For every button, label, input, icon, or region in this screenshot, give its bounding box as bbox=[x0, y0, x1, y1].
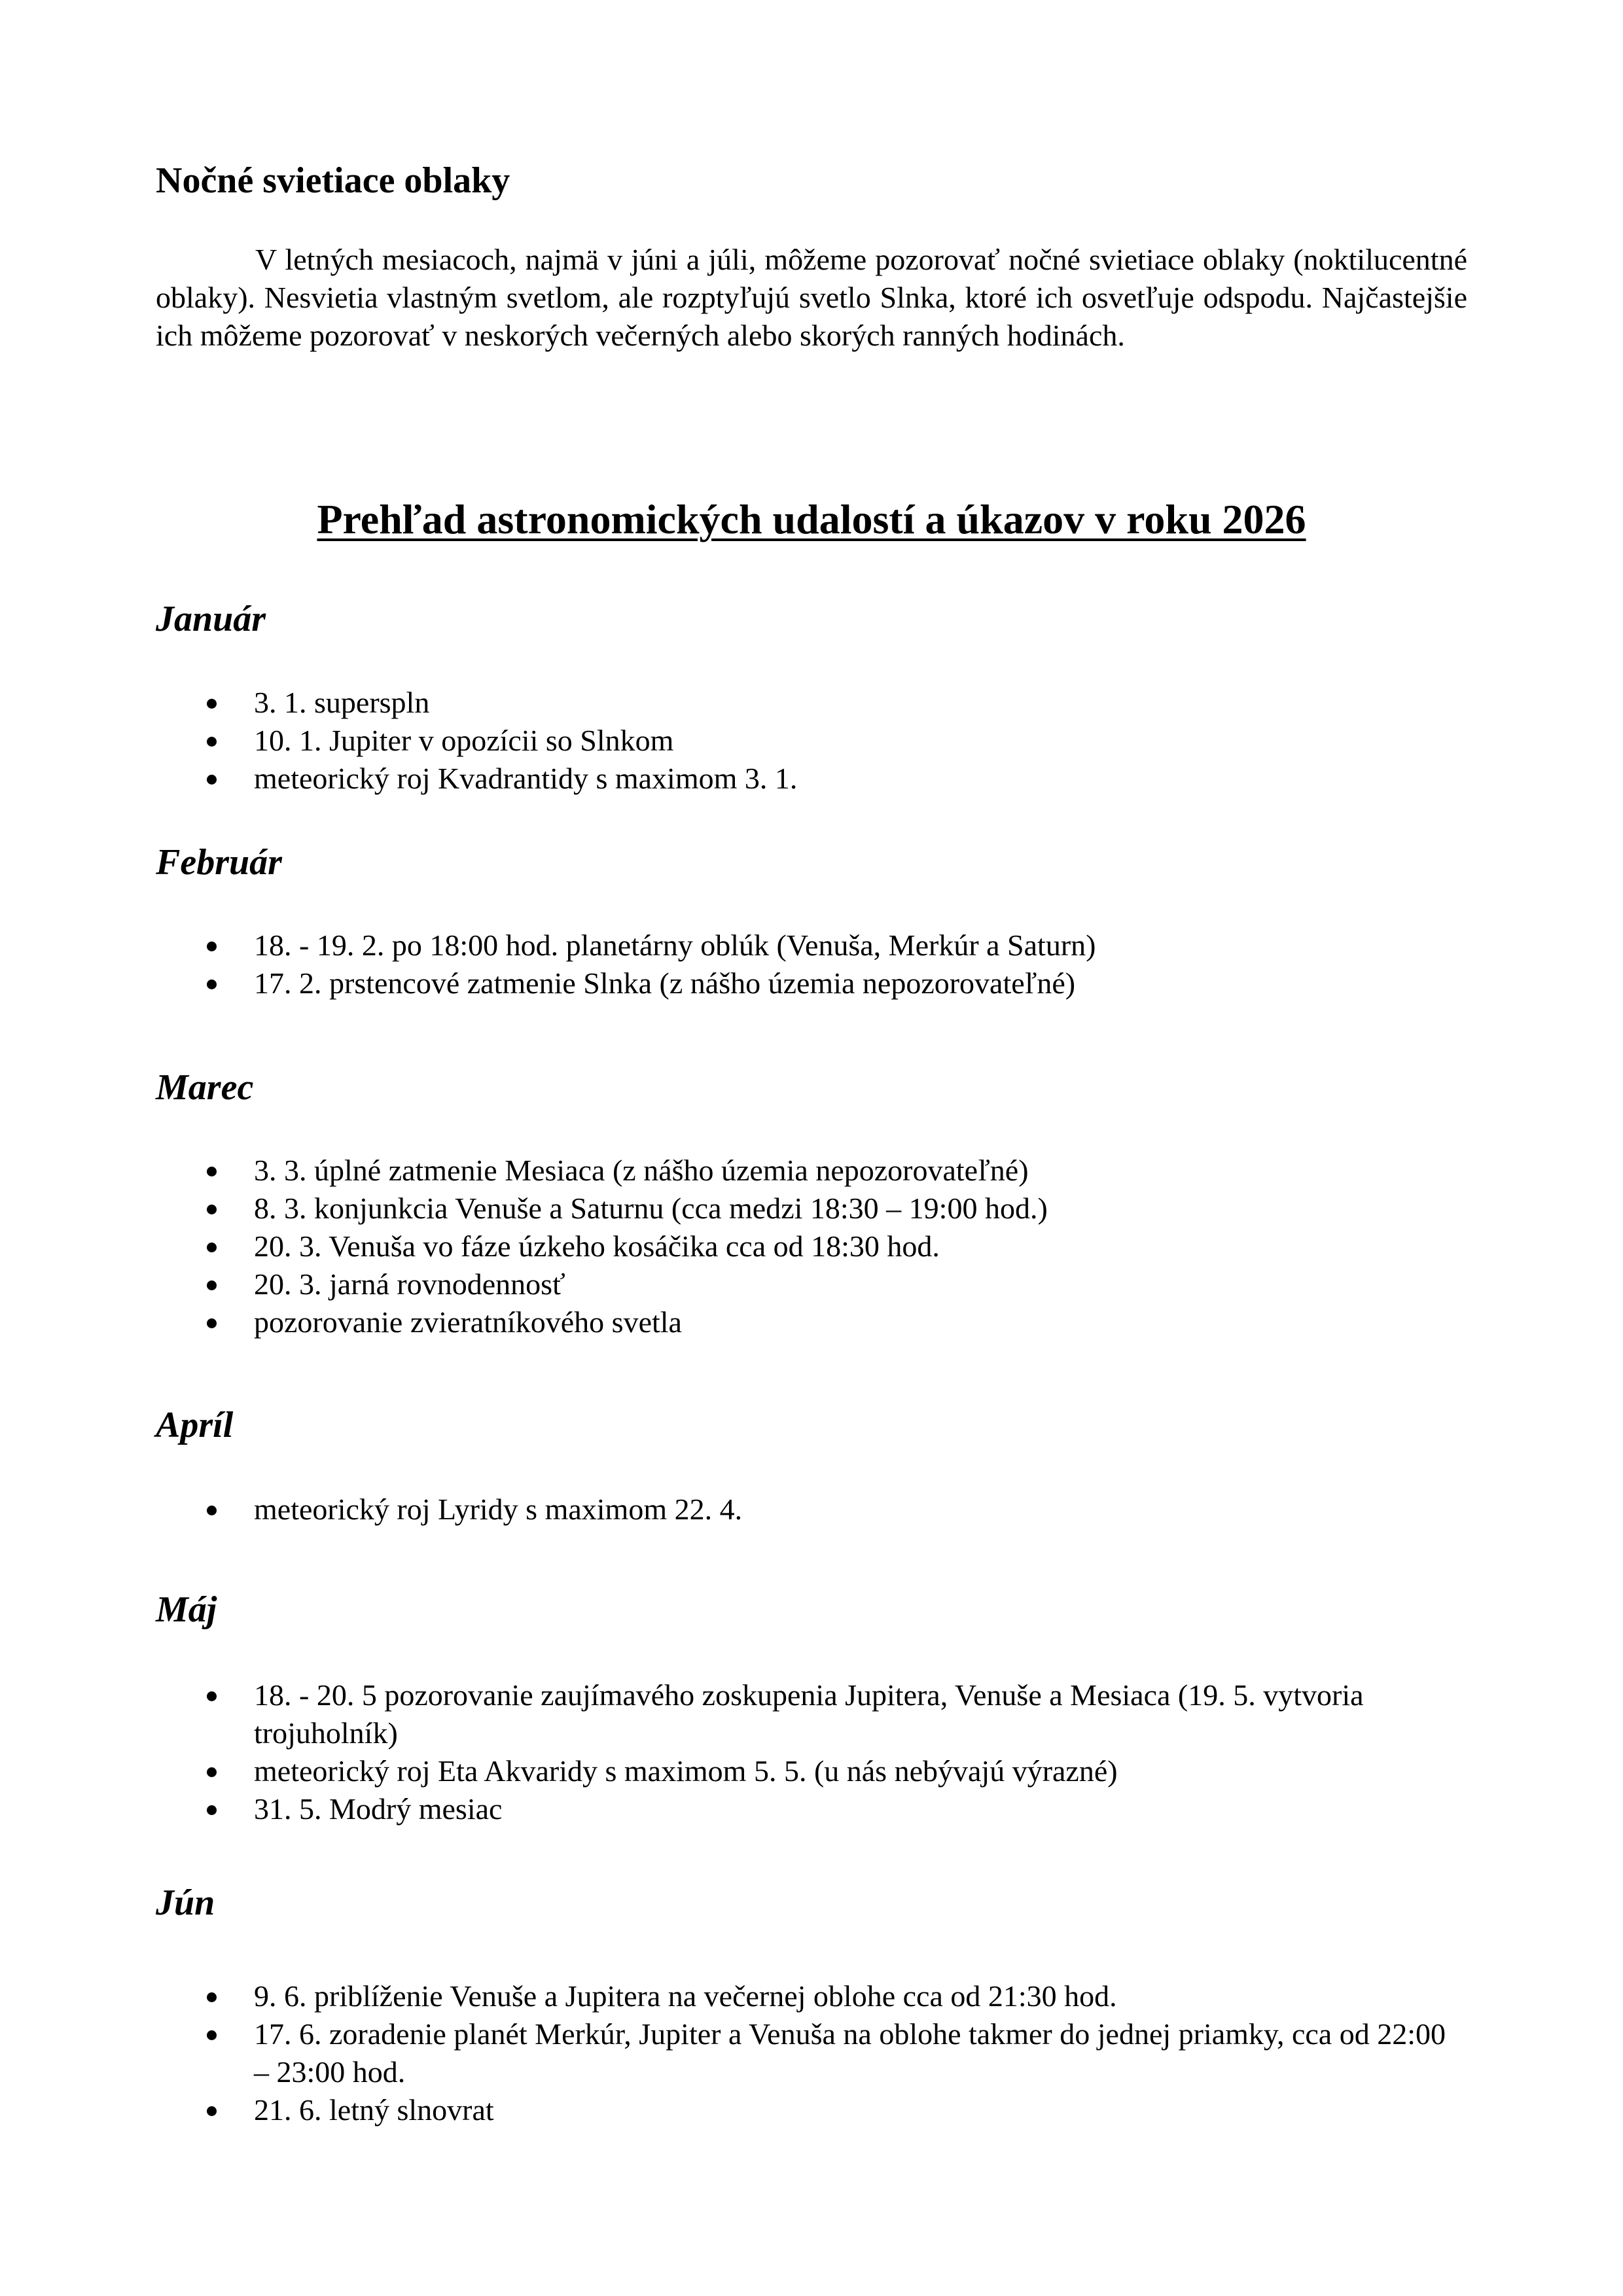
bullet-icon bbox=[207, 1280, 217, 1290]
bullet-icon bbox=[207, 942, 217, 951]
list-item bbox=[156, 2091, 1467, 2129]
bullet-icon bbox=[207, 980, 217, 989]
bullet-icon bbox=[207, 1318, 217, 1328]
event-text: 21. 6. letný slnovrat bbox=[254, 2093, 494, 2127]
event-text: pozorovanie zvieratníkového svetla bbox=[254, 1305, 682, 1339]
bullet-icon bbox=[207, 1167, 217, 1176]
event-list-april bbox=[156, 1491, 1467, 1528]
month-heading-maj: Máj bbox=[156, 1589, 217, 1630]
intro-paragraph: V letných mesiacoch, najmä v júni a júli, môžeme pozorovať nočné svietiace oblaky (noktilucentné oblaky). Nesvietia vlastným svetlom, ale rozptyľujú svetlo Slnka, ktoré ich osvetľuje odspodu. Najčastejšie ich môžeme pozorovať v neskorých večerných alebo skorých ranných hodinách. bbox=[156, 243, 1467, 352]
event-list-jun bbox=[156, 1977, 1467, 2129]
event-text: 3. 3. úplné zatmenie Mesiaca (z nášho územia nepozorovateľné) bbox=[254, 1154, 1029, 1187]
list-item bbox=[156, 684, 1467, 722]
bullet-icon bbox=[207, 1767, 217, 1777]
event-list-marec bbox=[156, 1152, 1467, 1341]
event-text: meteorický roj Lyridy s maximom 22. 4. bbox=[254, 1492, 743, 1526]
event-text: 20. 3. Venuša vo fáze úzkeho kosáčika cca od 18:30 hod. bbox=[254, 1229, 940, 1263]
bullet-icon bbox=[207, 1243, 217, 1252]
list-item bbox=[156, 1752, 1467, 1790]
month-heading-april: Apríl bbox=[156, 1405, 234, 1445]
list-item bbox=[156, 964, 1467, 1002]
month-heading-jun: Jún bbox=[156, 1882, 215, 1923]
list-item bbox=[156, 2015, 1467, 2091]
bullet-icon bbox=[207, 1691, 217, 1701]
event-text: 20. 3. jarná rovnodennosť bbox=[254, 1267, 565, 1301]
list-item bbox=[156, 1676, 1467, 1752]
bullet-icon bbox=[207, 699, 217, 709]
list-item bbox=[156, 722, 1467, 760]
month-heading-februar: Február bbox=[156, 842, 282, 883]
event-text: 17. 6. zoradenie planét Merkúr, Jupiter a Venuša na oblohe takmer do jednej priamky, cca od 22:00 – 23:00 hod. bbox=[254, 2017, 1446, 2089]
list-item bbox=[156, 927, 1467, 964]
bullet-icon bbox=[207, 1992, 217, 2002]
list-item bbox=[156, 1265, 1467, 1303]
event-text: 31. 5. Modrý mesiac bbox=[254, 1792, 503, 1826]
bullet-icon bbox=[207, 1805, 217, 1815]
event-text: 8. 3. konjunkcia Venuše a Saturnu (cca medzi 18:30 – 19:00 hod.) bbox=[254, 1192, 1048, 1225]
event-text: 18. - 20. 5 pozorovanie zaujímavého zoskupenia Jupitera, Venuše a Mesiaca (19. 5. vytvoria trojuholník) bbox=[254, 1678, 1364, 1750]
list-item bbox=[156, 1790, 1467, 1828]
main-title: Prehľad astronomických udalostí a úkazov v roku 2026 bbox=[317, 496, 1306, 542]
list-item bbox=[156, 1227, 1467, 1265]
month-heading-januar: Január bbox=[156, 599, 266, 639]
event-text: meteorický roj Eta Akvaridy s maximom 5. 5. (u nás nebývajú výrazné) bbox=[254, 1754, 1118, 1788]
event-list-februar bbox=[156, 927, 1467, 1002]
event-text: 3. 1. superspln bbox=[254, 686, 430, 719]
list-item bbox=[156, 1491, 1467, 1528]
month-heading-marec: Marec bbox=[156, 1067, 254, 1108]
bullet-icon bbox=[207, 2106, 217, 2116]
bullet-icon bbox=[207, 2030, 217, 2040]
event-text: 9. 6. priblíženie Venuše a Jupitera na večernej oblohe cca od 21:30 hod. bbox=[254, 1979, 1117, 2013]
bullet-icon bbox=[207, 737, 217, 747]
list-item bbox=[156, 760, 1467, 798]
event-list-januar bbox=[156, 684, 1467, 798]
section-heading-noctilucent-clouds: Nočné svietiace oblaky bbox=[156, 160, 510, 201]
event-text: 10. 1. Jupiter v opozícii so Slnkom bbox=[254, 724, 674, 757]
list-item bbox=[156, 1303, 1467, 1341]
list-item bbox=[156, 1977, 1467, 2015]
event-text: meteorický roj Kvadrantidy s maximom 3. 1. bbox=[254, 762, 798, 795]
bullet-icon bbox=[207, 1506, 217, 1515]
event-text: 18. - 19. 2. po 18:00 hod. planetárny oblúk (Venuša, Merkúr a Saturn) bbox=[254, 928, 1096, 962]
event-list-maj bbox=[156, 1676, 1467, 1828]
bullet-icon bbox=[207, 775, 217, 785]
bullet-icon bbox=[207, 1205, 217, 1214]
list-item bbox=[156, 1152, 1467, 1190]
event-text: 17. 2. prstencové zatmenie Slnka (z nášho územia nepozorovateľné) bbox=[254, 966, 1076, 1000]
list-item bbox=[156, 1190, 1467, 1227]
